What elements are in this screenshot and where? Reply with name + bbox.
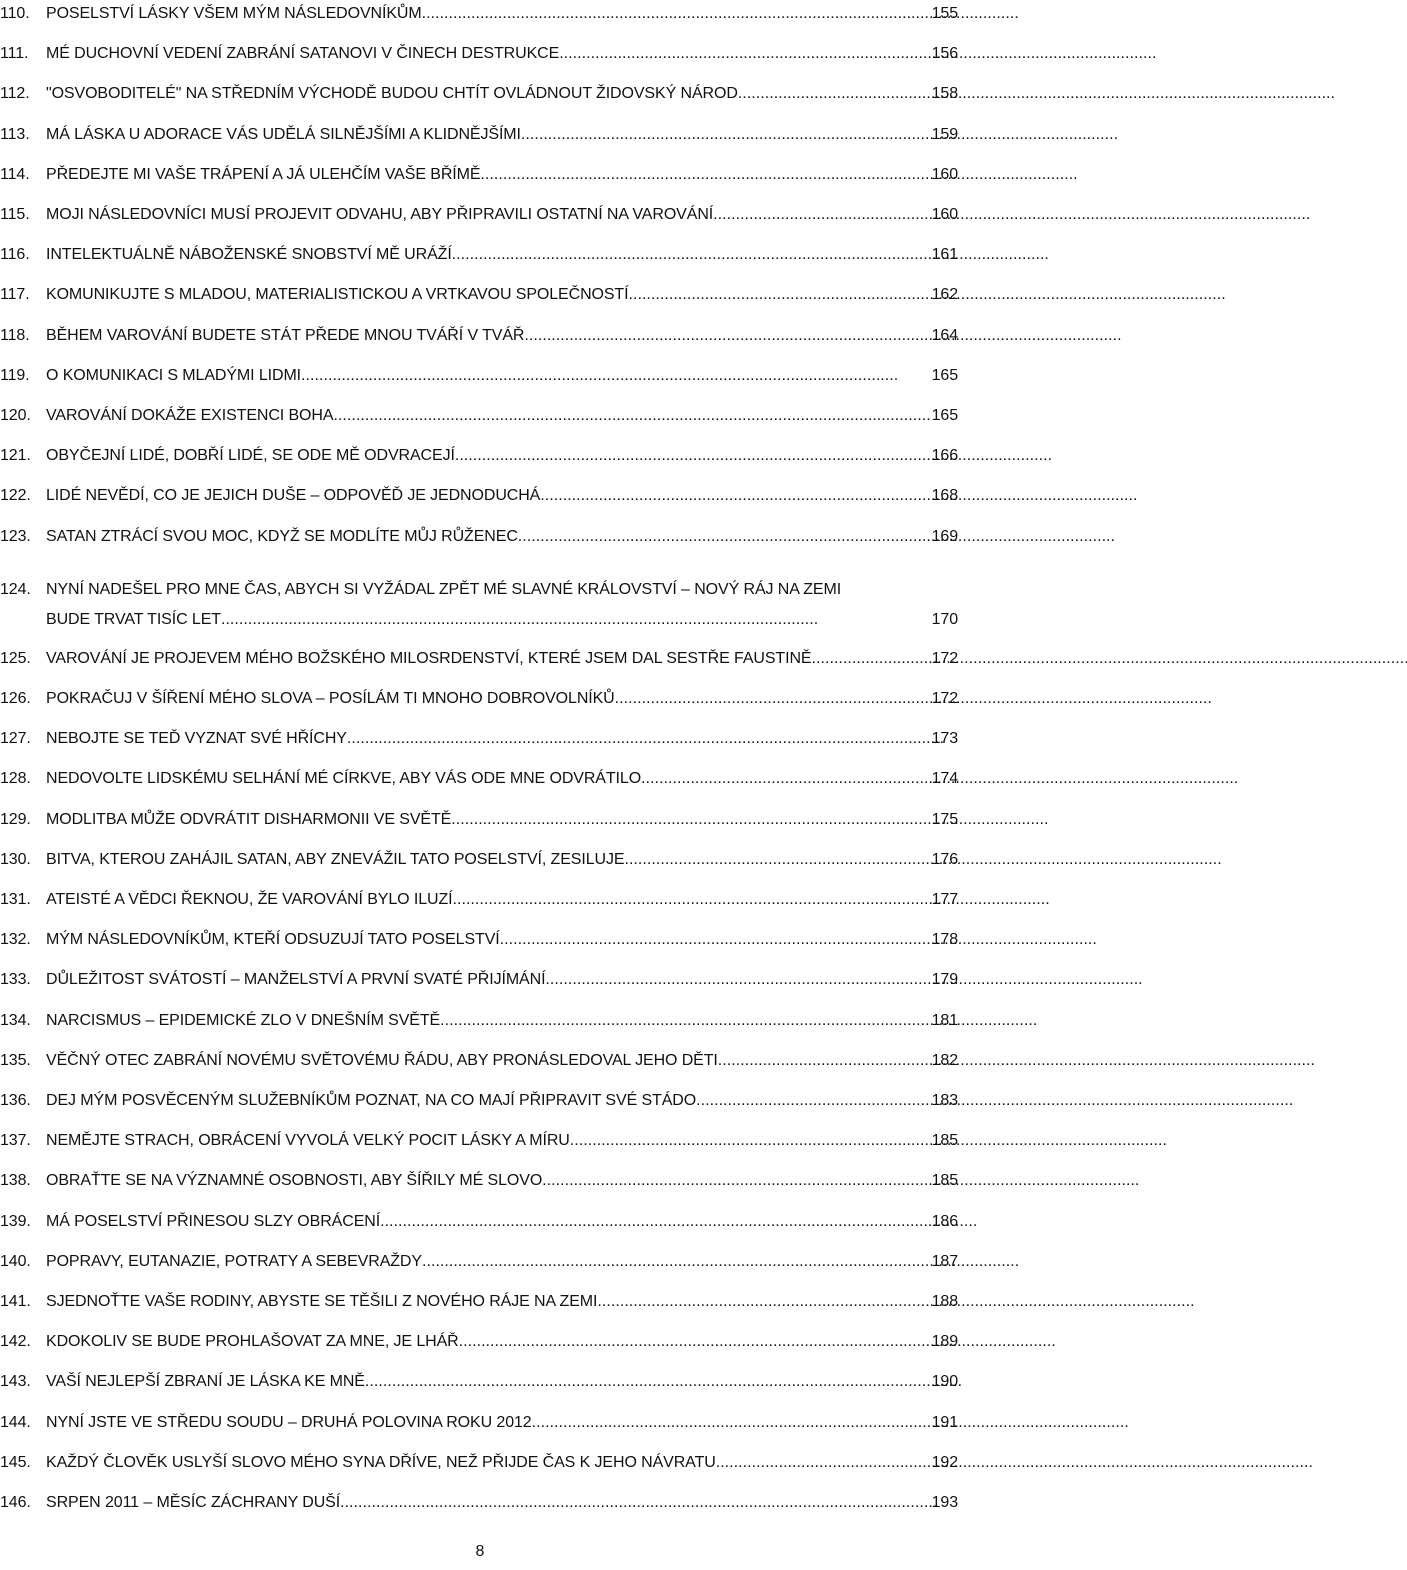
toc-entry-number: 114. xyxy=(0,165,30,183)
toc-entry[interactable] xyxy=(0,2,958,26)
toc-entry-page: 193 xyxy=(931,1494,958,1511)
toc-entry[interactable] xyxy=(0,647,958,671)
toc-entry-title: POPRAVY, EUTANAZIE, POTRATY A SEBEVRAŽDY xyxy=(46,1252,422,1270)
toc-entry-page: 182 xyxy=(931,1051,958,1069)
toc-entry-title: BITVA, KTEROU ZAHÁJIL SATAN, ABY ZNEVÁŽIL TATO POSELSTVÍ, ZESILUJE xyxy=(46,850,625,868)
toc-entry-title: MÝM NÁSLEDOVNÍKŮM, KTEŘÍ ODSUZUJÍ TATO POSELSTVÍ xyxy=(46,931,500,949)
toc-entry-page: 168 xyxy=(931,487,958,505)
toc-dot-leader xyxy=(811,647,1406,671)
toc-entry-body xyxy=(46,444,919,468)
toc-entry[interactable] xyxy=(0,203,958,227)
toc-dot-leader xyxy=(570,1129,1165,1153)
toc-entry-number: 136. xyxy=(0,1092,31,1109)
toc-entry-title: SRPEN 2011 – MĚSÍC ZÁCHRANY DUŠÍ xyxy=(46,1494,341,1511)
toc-entry[interactable] xyxy=(0,888,958,912)
toc-entry-title: MOJI NÁSLEDOVNÍCI MUSÍ PROJEVIT ODVAHU, ABY PŘIPRAVILI OSTATNÍ NA VAROVÁNÍ xyxy=(46,206,714,223)
toc-entry-title: MÁ POSELSTVÍ PŘINESOU SLZY OBRÁCENÍ xyxy=(46,1212,381,1230)
toc-dot-leader xyxy=(615,687,1210,711)
toc-entry-body xyxy=(46,484,919,508)
toc-entry[interactable] xyxy=(0,1210,958,1234)
toc-entry-body xyxy=(46,324,919,348)
toc-entry[interactable] xyxy=(0,1089,958,1113)
toc-entry-title: NEMĚJTE STRACH, OBRÁCENÍ VYVOLÁ VELKÝ POCIT LÁSKY A MÍRU xyxy=(46,1132,570,1150)
toc-entry-body xyxy=(46,767,919,791)
page-number: 8 xyxy=(475,1543,485,1560)
toc-dot-leader xyxy=(452,888,1047,912)
toc-entry-body xyxy=(46,82,919,106)
toc-entry[interactable] xyxy=(0,1411,958,1435)
toc-entry-page: 190 xyxy=(931,1373,958,1391)
toc-entry-body xyxy=(46,364,919,388)
toc-entry-body xyxy=(46,1169,919,1193)
toc-entry-body xyxy=(46,1370,919,1394)
toc-dot-leader xyxy=(524,324,1119,348)
toc-entry-body xyxy=(46,283,919,307)
toc-entry-page: 179 xyxy=(931,971,958,989)
toc-entry-title: KAŽDÝ ČLOVĚK USLYŠÍ SLOVO MÉHO SYNA DŘÍVE, NEŽ PŘIJDE ČAS K JEHO NÁVRATU xyxy=(46,1453,716,1471)
toc-entry-number: 127. xyxy=(0,730,31,748)
toc-dot-leader xyxy=(713,203,1308,227)
toc-entry-number: 138. xyxy=(0,1172,31,1190)
toc-entry-number: 131. xyxy=(0,891,31,908)
toc-entry[interactable] xyxy=(0,1129,958,1153)
toc-entry-number: 124. xyxy=(0,580,31,598)
toc-entry-number: 130. xyxy=(0,850,31,868)
toc-entry-number: 111. xyxy=(0,45,29,63)
toc-dot-leader xyxy=(738,82,1333,106)
toc-entry-title: NEDOVOLTE LIDSKÉMU SELHÁNÍ MÉ CÍRKVE, ABY VÁS ODE MNE ODVRÁTILO xyxy=(46,770,642,788)
toc-entry-title: OBYČEJNÍ LIDÉ, DOBŘÍ LIDÉ, SE ODE MĚ ODVRACEJÍ xyxy=(46,447,455,465)
toc-entry-title: O KOMUNIKACI S MLADÝMI LIDMI xyxy=(46,366,302,384)
toc-dot-leader xyxy=(455,444,1050,468)
toc-dot-leader xyxy=(718,1049,1313,1073)
toc-entry-body xyxy=(46,848,919,872)
toc-entry[interactable] xyxy=(0,968,958,992)
toc-entry[interactable] xyxy=(0,1370,958,1394)
toc-entry-body xyxy=(46,1009,919,1033)
toc-entry-page: 165 xyxy=(931,407,958,424)
toc-entry-number: 118. xyxy=(0,326,30,344)
toc-entry-body xyxy=(46,1451,919,1475)
toc-entry-title: "OSVOBODITELÉ" NA STŘEDNÍM VÝCHODĚ BUDOU CHTÍT OVLÁDNOUT ŽIDOVSKÝ NÁROD xyxy=(46,85,738,103)
toc-entry-title: MODLITBA MŮŽE ODVRÁTIT DISHARMONII VE SVĚTĚ xyxy=(46,810,452,828)
toc-entry-title: NYNÍ JSTE VE STŘEDU SOUDU – DRUHÁ POLOVINA ROKU 2012 xyxy=(46,1413,532,1431)
toc-entry-body xyxy=(46,1330,919,1354)
toc-entry-number: 134. xyxy=(0,1011,31,1029)
toc-entry[interactable] xyxy=(0,1491,958,1515)
toc-entry-number: 140. xyxy=(0,1252,31,1270)
toc-entry-title: MÉ DUCHOVNÍ VEDENÍ ZABRÁNÍ SATANOVI V ČINECH DESTRUKCE xyxy=(46,45,560,63)
toc-entry-number: 126. xyxy=(0,690,31,707)
toc-entry[interactable] xyxy=(0,928,958,952)
toc-entry-page: 166 xyxy=(931,447,958,465)
toc-entry-title: NEBOJTE SE TEĎ VYZNAT SVÉ HŘÍCHY xyxy=(46,730,347,748)
toc-entry-number: 121. xyxy=(0,447,31,465)
toc-entry-page: 186 xyxy=(931,1212,958,1230)
toc-entry-page: 192 xyxy=(931,1453,958,1471)
toc-entry-number: 113. xyxy=(0,125,30,143)
toc-dot-leader xyxy=(542,1169,1137,1193)
toc-entry-number: 146. xyxy=(0,1494,31,1511)
toc-entry-number: 117. xyxy=(0,286,30,304)
toc-entry-body xyxy=(46,1049,919,1073)
toc-entry-body xyxy=(46,1210,919,1234)
toc-entry-number: 128. xyxy=(0,770,31,788)
toc-entry-title-line1: NYNÍ NADEŠEL PRO MNE ČAS, ABYCH SI VYŽÁDAL ZPĚT MÉ SLAVNÉ KRÁLOVSTVÍ – NOVÝ RÁJ NA ZEMI xyxy=(46,580,842,598)
toc-dot-leader xyxy=(347,727,942,751)
toc-entry[interactable] xyxy=(0,578,958,632)
toc-dot-leader xyxy=(221,608,919,632)
toc-entry-page: 181 xyxy=(931,1011,958,1029)
toc-entry-page: 164 xyxy=(931,326,958,344)
toc-entry-title: SJEDNOŤTE VAŠE RODINY, ABYSTE SE TĚŠILI Z NOVÉHO RÁJE NA ZEMI xyxy=(46,1293,598,1310)
toc-entry-body xyxy=(46,1411,919,1435)
toc-entry-page: 174 xyxy=(931,770,958,788)
toc-entry-body xyxy=(46,525,919,549)
toc-entry[interactable] xyxy=(0,1009,958,1033)
toc-entry[interactable] xyxy=(0,484,958,508)
toc-entry[interactable] xyxy=(0,283,958,307)
toc-entry-number: 129. xyxy=(0,810,31,828)
toc-entry[interactable] xyxy=(0,727,958,751)
toc-dot-leader xyxy=(340,1491,935,1515)
toc-entry-title: VAŠÍ NEJLEPŠÍ ZBRANÍ JE LÁSKA KE MNĚ xyxy=(46,1373,365,1391)
toc-entry-number: 122. xyxy=(0,487,31,505)
toc-entry-number: 116. xyxy=(0,246,30,264)
toc-entry-number: 142. xyxy=(0,1333,31,1351)
toc-entry-body xyxy=(46,888,919,912)
toc-entry-page: 189 xyxy=(931,1333,958,1351)
toc-entry-title: POSELSTVÍ LÁSKY VŠEM MÝM NÁSLEDOVNÍKŮM xyxy=(46,5,422,22)
toc-entry-body xyxy=(46,687,919,711)
toc-entry-number: 120. xyxy=(0,407,31,424)
toc-entry-title: DŮLEŽITOST SVÁTOSTÍ – MANŽELSTVÍ A PRVNÍ SVATÉ PŘIJÍMÁNÍ xyxy=(46,971,546,989)
toc-entry-page: 177 xyxy=(931,891,958,908)
toc-entry-number: 119. xyxy=(0,366,30,384)
toc-dot-leader xyxy=(380,1210,975,1234)
toc-entry-page: 178 xyxy=(931,931,958,949)
toc-entry-body xyxy=(46,1491,919,1515)
toc-entry-body xyxy=(46,203,919,227)
toc-entry-body xyxy=(46,1089,919,1113)
toc-entry[interactable] xyxy=(0,525,958,549)
toc-entry[interactable] xyxy=(0,404,958,428)
toc-entry[interactable] xyxy=(0,324,958,348)
toc-entry-title: DEJ MÝM POSVĚCENÝM SLUŽEBNÍKŮM POZNAT, NA CO MAJÍ PŘIPRAVIT SVÉ STÁDO xyxy=(46,1092,697,1109)
toc-dot-leader xyxy=(696,1089,1291,1113)
toc-entry-number: 145. xyxy=(0,1453,31,1471)
toc-entry-page: 176 xyxy=(931,850,958,868)
toc-entry-page: 160 xyxy=(931,206,958,223)
toc-entry-number: 144. xyxy=(0,1413,31,1431)
toc-entry-page: 160 xyxy=(931,165,958,183)
toc-dot-leader xyxy=(365,1370,960,1394)
toc-entry[interactable] xyxy=(0,42,958,66)
toc-entry[interactable] xyxy=(0,808,958,832)
toc-entry[interactable] xyxy=(0,848,958,872)
toc-entry[interactable] xyxy=(0,163,958,187)
toc-dot-leader xyxy=(597,1290,1192,1314)
toc-entry-body xyxy=(46,1250,919,1274)
toc-entry[interactable] xyxy=(0,243,958,267)
toc-entry-title: VAROVÁNÍ JE PROJEVEM MÉHO BOŽSKÉHO MILOSRDENSTVÍ, KTERÉ JSEM DAL SESTŘE FAUSTINĚ xyxy=(46,649,812,667)
toc-entry-body xyxy=(46,42,919,66)
toc-entry-page: 173 xyxy=(931,730,958,748)
toc-entry-body xyxy=(46,578,919,632)
toc-dot-leader xyxy=(518,525,1113,549)
toc-dot-leader xyxy=(333,404,928,428)
toc-entry[interactable] xyxy=(0,1250,958,1274)
toc-entry-body xyxy=(46,808,919,832)
toc-entry-number: 110. xyxy=(0,5,30,22)
toc-entry-page: 187 xyxy=(931,1252,958,1270)
toc-dot-leader xyxy=(480,163,1075,187)
toc-entry-number: 125. xyxy=(0,649,31,667)
toc-entry-title: INTELEKTUÁLNĚ NÁBOŽENSKÉ SNOBSTVÍ MĚ URÁŽÍ xyxy=(46,246,452,264)
toc-entry-title: VĚČNÝ OTEC ZABRÁNÍ NOVÉMU SVĚTOVÉMU ŘÁDU, ABY PRONÁSLEDOVAL JEHO DĚTI xyxy=(46,1051,718,1069)
toc-entry[interactable] xyxy=(0,767,958,791)
toc-entry-title: KDOKOLIV SE BUDE PROHLAŠOVAT ZA MNE, JE LHÁŘ xyxy=(46,1333,459,1351)
toc-entry-title-line2: BUDE TRVAT TISÍC LET xyxy=(46,610,221,628)
toc-entry-number: 112. xyxy=(0,85,30,103)
toc-entry-number: 139. xyxy=(0,1212,31,1230)
toc-entry-number: 137. xyxy=(0,1132,31,1150)
toc-entry-number: 135. xyxy=(0,1051,31,1069)
toc-entry-body xyxy=(46,1129,919,1153)
toc-entry-body xyxy=(46,727,919,751)
toc-dot-leader xyxy=(500,928,1095,952)
toc-entry-title: POKRAČUJ V ŠÍŘENÍ MÉHO SLOVA – POSÍLÁM TI MNOHO DOBROVOLNÍKŮ xyxy=(46,690,615,707)
toc-entry-page: 155 xyxy=(931,5,958,22)
toc-entry[interactable] xyxy=(0,1169,958,1193)
toc-entry-number: 143. xyxy=(0,1373,31,1391)
toc-entry-page: 185 xyxy=(931,1172,958,1190)
toc-entry[interactable] xyxy=(0,82,958,106)
toc-dot-leader xyxy=(532,1411,1127,1435)
toc-entry-body xyxy=(46,2,919,26)
toc-entry-number: 123. xyxy=(0,527,31,545)
toc-entry-page: 165 xyxy=(931,366,958,384)
toc-entry-title: PŘEDEJTE MI VAŠE TRÁPENÍ A JÁ ULEHČÍM VAŠE BŘÍMĚ xyxy=(46,165,481,183)
toc-entry-page: 185 xyxy=(931,1132,958,1150)
toc-entry-page: 191 xyxy=(931,1413,958,1431)
toc-entry-page: 156 xyxy=(931,45,958,63)
toc-dot-leader xyxy=(540,484,1135,508)
toc-entry-body xyxy=(46,647,919,671)
toc-entry-line2 xyxy=(46,608,919,632)
toc-entry-title: SATAN ZTRÁCÍ SVOU MOC, KDYŽ SE MODLÍTE MŮJ RŮŽENEC xyxy=(46,527,518,545)
toc-entry-body xyxy=(46,243,919,267)
toc-entry-page: 183 xyxy=(931,1092,958,1109)
toc-entry-body xyxy=(46,404,919,428)
toc-entry-title: OBRAŤTE SE NA VÝZNAMNÉ OSOBNOSTI, ABY ŠÍŘILY MÉ SLOVO xyxy=(46,1172,543,1190)
toc-entry[interactable] xyxy=(0,1330,958,1354)
toc-entry-title: MÁ LÁSKA U ADORACE VÁS UDĚLÁ SILNĚJŠÍMI A KLIDNĚJŠÍMI xyxy=(46,125,521,143)
toc-dot-leader xyxy=(545,968,1140,992)
toc-dot-leader xyxy=(716,1451,1311,1475)
toc-entry[interactable] xyxy=(0,687,958,711)
toc-entry-page: 172 xyxy=(931,649,958,667)
toc-entry-body xyxy=(46,163,919,187)
toc-entry-page: 170 xyxy=(931,610,958,628)
toc-entry-page: 175 xyxy=(931,810,958,828)
toc-entry-number: 133. xyxy=(0,971,31,989)
toc-entry-number: 115. xyxy=(0,206,30,223)
toc-entry-title: ATEISTÉ A VĚDCI ŘEKNOU, ŽE VAROVÁNÍ BYLO ILUZÍ xyxy=(46,891,453,908)
toc-entry-body xyxy=(46,968,919,992)
toc-entry[interactable] xyxy=(0,1451,958,1475)
toc-entry-page: 158 xyxy=(931,85,958,103)
toc-entry-body xyxy=(46,123,919,147)
toc-entry[interactable] xyxy=(0,364,958,388)
toc-entry-title: VAROVÁNÍ DOKÁŽE EXISTENCI BOHA xyxy=(46,407,334,424)
toc-entry[interactable] xyxy=(0,1290,958,1314)
toc-entry-page: 169 xyxy=(931,527,958,545)
toc-entry-title: KOMUNIKUJTE S MLADOU, MATERIALISTICKOU A VRTKAVOU SPOLEČNOSTÍ xyxy=(46,286,629,304)
toc-dot-leader xyxy=(459,1330,1054,1354)
toc-entry-title: LIDÉ NEVĚDÍ, CO JE JEJICH DUŠE – ODPOVĚĎ JE JEDNODUCHÁ xyxy=(46,487,541,505)
toc-entry-body xyxy=(46,928,919,952)
toc-entry-title: NARCISMUS – EPIDEMICKÉ ZLO V DNEŠNÍM SVĚTĚ xyxy=(46,1011,441,1029)
toc-entry-number: 132. xyxy=(0,931,31,949)
toc-entry-page: 161 xyxy=(931,246,958,264)
toc-entry-page: 162 xyxy=(931,286,958,304)
toc-entry-number: 141. xyxy=(0,1293,31,1310)
toc-entry-title: BĚHEM VAROVÁNÍ BUDETE STÁT PŘEDE MNOU TVÁŘÍ V TVÁŘ xyxy=(46,326,525,344)
toc-entry[interactable] xyxy=(0,444,958,468)
toc-entry-body xyxy=(46,1290,919,1314)
toc-entry-page: 172 xyxy=(931,690,958,707)
toc-dot-leader xyxy=(301,364,919,388)
toc-entry[interactable] xyxy=(0,1049,958,1073)
toc-dot-leader xyxy=(559,42,1154,66)
toc-entry-page: 159 xyxy=(931,125,958,143)
toc-entry-page: 188 xyxy=(931,1293,958,1310)
toc-dot-leader xyxy=(521,123,1116,147)
toc-entry[interactable] xyxy=(0,123,958,147)
